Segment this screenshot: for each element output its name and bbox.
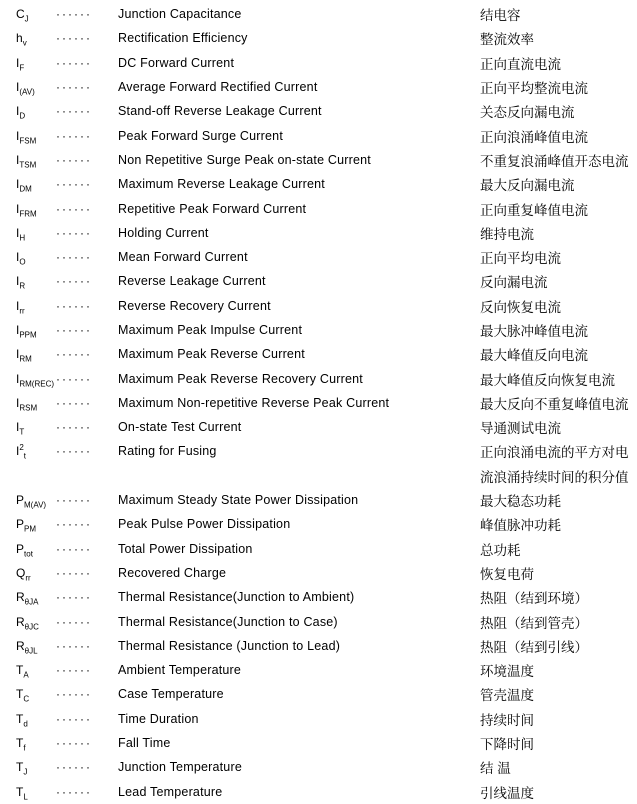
symbol-base: I: [16, 395, 20, 410]
symbol-cell: [16, 250, 56, 267]
table-row: [0, 318, 637, 342]
dots-leader: ······: [56, 225, 92, 240]
table-row: [0, 609, 637, 633]
english-term: Fall Time: [118, 736, 171, 751]
table-row: [0, 123, 637, 147]
english-term: Maximum Non-repetitive Reverse Peak Current: [118, 395, 390, 410]
chinese-term: 反向漏电流: [480, 275, 548, 291]
symbol-subscript: PM: [24, 524, 37, 534]
table-row: [0, 464, 637, 488]
chinese-term: 最大稳态功耗: [480, 494, 561, 510]
symbol-cell: [16, 638, 56, 656]
symbol-base: T: [16, 736, 24, 751]
dots-leader: ······: [56, 323, 92, 337]
symbol-subscript: tot: [24, 549, 33, 559]
table-row: [0, 269, 637, 293]
symbol-cell: [16, 7, 56, 24]
chinese-term: 持续时间: [480, 712, 534, 728]
symbol-base: T: [16, 663, 24, 678]
table-row: [0, 75, 637, 99]
english-term: Holding Current: [118, 225, 209, 240]
symbol-cell: [16, 736, 56, 753]
table-row: [0, 148, 637, 172]
symbol-subscript: RM: [19, 354, 32, 364]
chinese-term: 最大峰值反向电流: [480, 348, 588, 364]
english-term: Non Repetitive Surge Peak on-state Current: [118, 152, 371, 167]
english-term: Repetitive Peak Forward Current: [118, 201, 307, 216]
english-term: Peak Forward Surge Current: [118, 128, 283, 143]
chinese-term: 热阻（结到引线）: [480, 639, 588, 655]
symbol-subscript: rr: [19, 306, 25, 316]
table-row: [0, 488, 637, 512]
table-row: [0, 634, 637, 658]
symbol-cell: [16, 395, 56, 413]
dots-leader: ······: [56, 152, 92, 167]
table-row: [0, 658, 637, 682]
symbol-base: Q: [16, 565, 26, 580]
chinese-term: 峰值脉冲功耗: [480, 518, 561, 534]
dots-leader: ······: [56, 541, 92, 556]
chinese-term: 维持电流: [480, 226, 534, 242]
symbol-subscript: PPM: [19, 330, 37, 340]
dots-leader: ······: [56, 663, 92, 678]
symbol-base: I: [16, 104, 20, 119]
english-term: Junction Temperature: [118, 760, 242, 775]
symbol-subscript: v: [22, 38, 27, 48]
symbol-subscript: F: [19, 63, 25, 73]
dots-leader: ······: [56, 420, 92, 435]
table-row: [0, 294, 637, 318]
english-term: Recovered Charge: [118, 565, 227, 580]
english-term: Maximum Peak Impulse Current: [118, 323, 303, 337]
symbol-cell: [16, 443, 56, 461]
symbol-base: T: [16, 760, 24, 775]
symbol-base: I: [16, 298, 20, 313]
chinese-term: 正向浪涌电流的平方对电: [480, 445, 629, 461]
english-term: On-state Test Current: [118, 420, 242, 435]
symbol-subscript: (AV): [19, 87, 35, 97]
dots-leader: ······: [56, 274, 92, 289]
symbol-cell: [16, 31, 56, 48]
symbol-subscript: θJA: [24, 597, 39, 607]
symbol-subscript: J: [23, 767, 28, 777]
dots-leader: ······: [56, 736, 92, 751]
dots-leader: ······: [56, 55, 92, 70]
english-term: Ambient Temperature: [118, 663, 242, 678]
symbol-base: h: [16, 31, 23, 46]
chinese-term: 正向浪涌峰值电流: [480, 129, 588, 145]
symbol-base: P: [16, 517, 25, 532]
english-term: Maximum Steady State Power Dissipation: [118, 493, 359, 508]
symbol-base: I: [16, 444, 20, 459]
symbol-subscript: R: [19, 281, 26, 291]
chinese-term: 热阻（结到管壳）: [480, 615, 588, 631]
symbol-base: I: [16, 177, 20, 192]
dots-leader: ······: [56, 784, 92, 799]
table-row: [0, 755, 637, 779]
symbol-base: C: [16, 7, 25, 22]
dots-leader: ······: [56, 760, 92, 775]
dots-leader: ······: [56, 444, 92, 459]
english-term: Thermal Resistance (Junction to Lead): [118, 638, 341, 653]
table-row: [0, 2, 637, 26]
symbol-base: I: [16, 128, 20, 143]
symbol-cell: [16, 347, 56, 364]
symbol-base: T: [16, 687, 24, 702]
chinese-term: 最大脉冲峰值电流: [480, 324, 588, 339]
english-term: Rectification Efficiency: [118, 31, 248, 46]
symbol-cell: [16, 80, 56, 97]
table-row: [0, 26, 637, 50]
english-term: Stand-off Reverse Leakage Current: [118, 104, 322, 119]
symbol-base: I: [16, 323, 20, 337]
symbol-subscript: M(AV): [24, 500, 47, 510]
table-row: [0, 682, 637, 706]
table-row: [0, 415, 637, 439]
symbol-cell: [16, 663, 56, 680]
dots-leader: ······: [56, 128, 92, 143]
symbol-cell: [16, 202, 56, 216]
table-row: [0, 221, 637, 245]
chinese-term: 正向平均电流: [480, 251, 561, 267]
symbol-base: P: [16, 541, 25, 556]
symbol-cell: [16, 372, 56, 386]
glossary-table: [0, 2, 637, 804]
dots-leader: ······: [56, 177, 92, 192]
dots-leader: ······: [56, 565, 92, 580]
dots-leader: ······: [56, 371, 92, 386]
english-term: Reverse Recovery Current: [118, 298, 271, 313]
english-term: Peak Pulse Power Dissipation: [118, 517, 291, 532]
chinese-term: 正向平均整流电流: [480, 81, 588, 97]
chinese-term: 关态反向漏电流: [480, 105, 575, 121]
symbol-base: T: [16, 784, 24, 799]
english-term: Mean Forward Current: [118, 250, 248, 265]
english-term: Average Forward Rectified Current: [118, 80, 318, 95]
symbol-cell: [16, 784, 56, 802]
chinese-term: 流浪涌持续时间的积分值: [480, 469, 629, 485]
symbol-cell: [16, 128, 56, 146]
symbol-base: T: [16, 711, 24, 726]
chinese-term: 最大反向不重复峰值电流: [480, 396, 629, 412]
dots-leader: ······: [56, 347, 92, 362]
dots-leader: ······: [56, 104, 92, 119]
symbol-base: P: [16, 493, 25, 508]
symbol-cell: [16, 517, 56, 534]
symbol-cell: [16, 152, 56, 170]
symbol-subscript: C: [23, 694, 30, 704]
symbol-cell: [16, 104, 56, 121]
symbol-cell: [16, 541, 56, 559]
symbol-base: I: [16, 80, 20, 95]
chinese-term: 正向重复峰值电流: [480, 202, 588, 218]
dots-leader: ······: [56, 590, 92, 605]
chinese-term: 结电容: [480, 8, 521, 24]
dots-leader: ······: [56, 395, 92, 410]
table-row: [0, 51, 637, 75]
symbol-subscript: FRM: [19, 208, 37, 218]
symbol-cell: [16, 323, 56, 340]
chinese-term: 结 温: [480, 761, 511, 777]
symbol-cell: [16, 420, 56, 437]
symbol-cell: [16, 711, 56, 729]
chinese-term: 下降时间: [480, 737, 534, 753]
chinese-term: 整流效率: [480, 32, 534, 48]
symbol-base: I: [16, 420, 20, 435]
table-row: [0, 731, 637, 755]
symbol-subscript: d: [23, 719, 28, 729]
symbol-cell: [16, 760, 56, 777]
english-term: Maximum Peak Reverse Recovery Current: [118, 371, 363, 386]
table-row: [0, 245, 637, 269]
english-term: Junction Capacitance: [118, 7, 242, 22]
symbol-subscript: rr: [25, 573, 31, 583]
chinese-term: 反向恢复电流: [480, 299, 561, 315]
chinese-term: 不重复浪涌峰值开态电流: [480, 153, 629, 169]
symbol-subscript: RSM: [19, 403, 38, 413]
symbol-base: R: [16, 638, 25, 653]
dots-leader: ······: [56, 638, 92, 653]
chinese-term: 恢复电荷: [480, 566, 534, 582]
symbol-subscript: L: [23, 792, 28, 802]
table-row: [0, 561, 637, 585]
table-row: [0, 537, 637, 561]
table-row: [0, 391, 637, 415]
symbol-base: I: [16, 371, 20, 386]
table-row: [0, 780, 637, 804]
symbol-cell: [16, 177, 56, 194]
symbol-subscript: t: [23, 451, 27, 461]
symbol-subscript: FSM: [19, 136, 37, 146]
symbol-cell: [16, 590, 56, 607]
english-term: Total Power Dissipation: [118, 541, 253, 556]
symbol-subscript: θJL: [24, 646, 38, 656]
symbol-cell: [16, 493, 56, 510]
symbol-subscript: TSM: [19, 160, 37, 170]
symbol-cell: [16, 565, 56, 583]
dots-leader: ······: [56, 298, 92, 313]
symbol-base: I: [16, 347, 20, 362]
symbol-cell: [16, 225, 56, 243]
symbol-base: R: [16, 590, 25, 605]
symbol-base: I: [16, 274, 20, 289]
chinese-term: 正向直流电流: [480, 56, 561, 72]
english-term: Lead Temperature: [118, 784, 223, 799]
symbol-subscript: O: [19, 257, 26, 267]
dots-leader: ······: [56, 201, 92, 216]
chinese-term: 环境温度: [480, 664, 534, 680]
english-term: Rating for Fusing: [118, 444, 217, 459]
symbol-subscript: A: [23, 670, 29, 680]
table-row: [0, 196, 637, 220]
dots-leader: ······: [56, 711, 92, 726]
symbol-subscript: RM(REC): [19, 378, 55, 388]
table-row: [0, 512, 637, 536]
chinese-term: 总功耗: [480, 542, 521, 558]
symbol-base: R: [16, 614, 25, 629]
dots-leader: ······: [56, 7, 92, 22]
english-term: Thermal Resistance(Junction to Ambient): [118, 590, 355, 605]
symbol-cell: [16, 687, 56, 704]
symbol-cell: [16, 274, 56, 291]
symbol-subscript: D: [19, 111, 26, 121]
dots-leader: ······: [56, 517, 92, 532]
symbol-base: I: [16, 55, 20, 70]
english-term: Reverse Leakage Current: [118, 274, 266, 289]
english-term: Time Duration: [118, 711, 199, 726]
table-row: [0, 172, 637, 196]
table-row: [0, 342, 637, 366]
symbol-subscript: J: [24, 14, 29, 24]
chinese-term: 管壳温度: [480, 688, 534, 704]
symbol-subscript: H: [19, 233, 26, 243]
chinese-term: 热阻（结到环境）: [480, 591, 588, 607]
dots-leader: ······: [56, 31, 92, 46]
english-term: Maximum Peak Reverse Current: [118, 347, 305, 362]
symbol-cell: [16, 298, 56, 316]
chinese-term: 最大反向漏电流: [480, 178, 575, 194]
chinese-term: 引线温度: [480, 785, 534, 801]
english-term: Thermal Resistance(Junction to Case): [118, 614, 338, 629]
symbol-subscript: DM: [19, 184, 32, 194]
symbol-base: I: [16, 250, 20, 265]
symbol-superscript: 2: [19, 443, 24, 453]
symbol-subscript: θJC: [24, 621, 39, 631]
table-row: [0, 585, 637, 609]
symbol-subscript: f: [23, 743, 26, 753]
chinese-term: 最大峰值反向恢复电流: [480, 372, 615, 388]
dots-leader: ······: [56, 250, 92, 265]
table-row: [0, 707, 637, 731]
symbol-subscript: T: [19, 427, 25, 437]
dots-leader: ······: [56, 614, 92, 629]
dots-leader: ······: [56, 493, 92, 508]
symbol-base: I: [16, 152, 20, 167]
english-term: Case Temperature: [118, 687, 224, 702]
symbol-cell: [16, 55, 56, 73]
symbol-cell: [16, 615, 56, 629]
symbol-base: I: [16, 225, 20, 240]
table-row: [0, 439, 637, 463]
table-row: [0, 366, 637, 390]
chinese-term: 导通测试电流: [480, 421, 561, 437]
english-term: DC Forward Current: [118, 55, 235, 70]
dots-leader: ······: [56, 80, 92, 95]
english-term: Maximum Reverse Leakage Current: [118, 177, 325, 192]
table-row: [0, 99, 637, 123]
dots-leader: ······: [56, 687, 92, 702]
symbol-base: I: [16, 201, 20, 216]
